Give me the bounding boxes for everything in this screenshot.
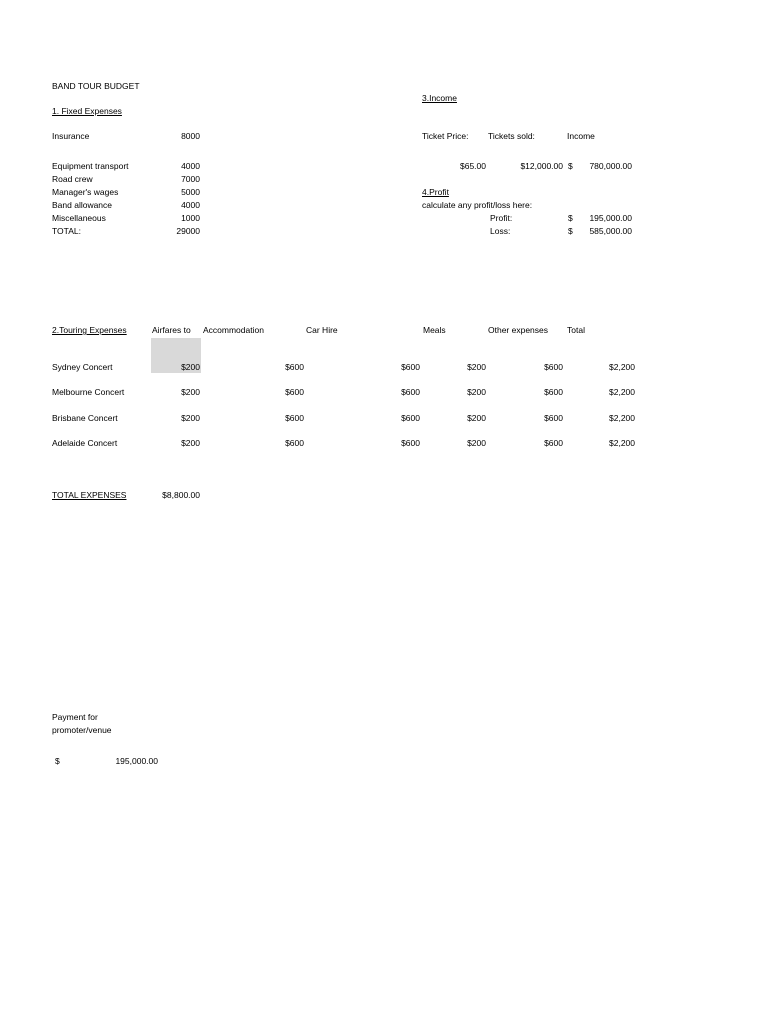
concert-row-label: Brisbane Concert (52, 413, 118, 423)
ticket-price-header: Ticket Price: (422, 131, 469, 141)
concert-cell: $2,200 (609, 362, 635, 372)
concert-cell: $600 (401, 413, 420, 423)
ticket-price-value: $65.00 (460, 161, 486, 171)
col-header-total: Total (567, 325, 585, 335)
income-header: Income (567, 131, 595, 141)
fixed-item-label: Road crew (52, 174, 93, 184)
concert-cell: $600 (285, 387, 304, 397)
concert-cell: $600 (401, 387, 420, 397)
loss-label: Loss: (490, 226, 511, 236)
concert-cell: $600 (285, 362, 304, 372)
fixed-item-value: 4000 (181, 161, 200, 171)
fixed-item-label: Miscellaneous (52, 213, 106, 223)
loss-currency: $ (568, 226, 573, 236)
fixed-item-label: Insurance (52, 131, 90, 141)
payment-currency: $ (55, 756, 60, 766)
concert-cell: $600 (401, 438, 420, 448)
profit-note: calculate any profit/loss here: (422, 200, 533, 210)
concert-cell: $600 (544, 362, 563, 372)
col-header-meals: Meals (423, 325, 446, 335)
concert-cell: $200 (181, 438, 200, 448)
fixed-total-label: TOTAL: (52, 226, 81, 236)
income-value: 780,000.00 (589, 161, 632, 171)
income-currency: $ (568, 161, 573, 171)
fixed-total-value: 29000 (176, 226, 200, 236)
profit-value: 195,000.00 (589, 213, 632, 223)
tickets-sold-header: Tickets sold: (488, 131, 535, 141)
concert-cell: $600 (401, 362, 420, 372)
concert-cell: $200 (467, 413, 486, 423)
income-heading: 3.Income (422, 93, 457, 103)
total-expenses-label: TOTAL EXPENSES (52, 490, 127, 500)
fixed-item-value: 7000 (181, 174, 200, 184)
concert-cell: $600 (544, 387, 563, 397)
fixed-item-label: Equipment transport (52, 161, 129, 171)
page-title: BAND TOUR BUDGET (52, 81, 140, 91)
concert-cell: $2,200 (609, 387, 635, 397)
col-header-accommodation: Accommodation (203, 325, 264, 335)
total-expenses-value: $8,800.00 (162, 490, 200, 500)
fixed-item-label: Band allowance (52, 200, 113, 210)
fixed-item-value: 4000 (181, 200, 200, 210)
concert-row-label: Adelaide Concert (52, 438, 118, 448)
profit-label: Profit: (490, 213, 513, 223)
concert-cell: $200 (181, 413, 200, 423)
concert-cell: $200 (181, 387, 200, 397)
payment-value: 195,000.00 (115, 756, 158, 766)
concert-cell: $200 (467, 438, 486, 448)
profit-currency: $ (568, 213, 573, 223)
concert-cell: $2,200 (609, 438, 635, 448)
concert-row-label: Sydney Concert (52, 362, 113, 372)
col-header-car-hire: Car Hire (306, 325, 338, 335)
concert-cell: $600 (544, 413, 563, 423)
tickets-sold-value: $12,000.00 (520, 161, 563, 171)
fixed-item-value: 5000 (181, 187, 200, 197)
col-header-other-expenses: Other expenses (488, 325, 549, 335)
concert-cell: $600 (285, 438, 304, 448)
loss-value: 585,000.00 (589, 226, 632, 236)
fixed-item-value: 8000 (181, 131, 200, 141)
col-header-airfares: Airfares to (152, 325, 191, 335)
concert-cell: $200 (467, 362, 486, 372)
fixed-expenses-heading: 1. Fixed Expenses (52, 106, 122, 116)
profit-heading: 4.Profit (422, 187, 449, 197)
fixed-item-value: 1000 (181, 213, 200, 223)
concert-cell: $600 (544, 438, 563, 448)
payment-label-line2: promoter/venue (52, 725, 112, 735)
concert-row-label: Melbourne Concert (52, 387, 125, 397)
concert-cell: $200 (181, 362, 200, 372)
touring-expenses-heading: 2.Touring Expenses (52, 325, 127, 335)
payment-label-line1: Payment for (52, 712, 98, 722)
concert-cell: $600 (285, 413, 304, 423)
concert-cell: $2,200 (609, 413, 635, 423)
fixed-item-label: Manager's wages (52, 187, 119, 197)
concert-cell: $200 (467, 387, 486, 397)
